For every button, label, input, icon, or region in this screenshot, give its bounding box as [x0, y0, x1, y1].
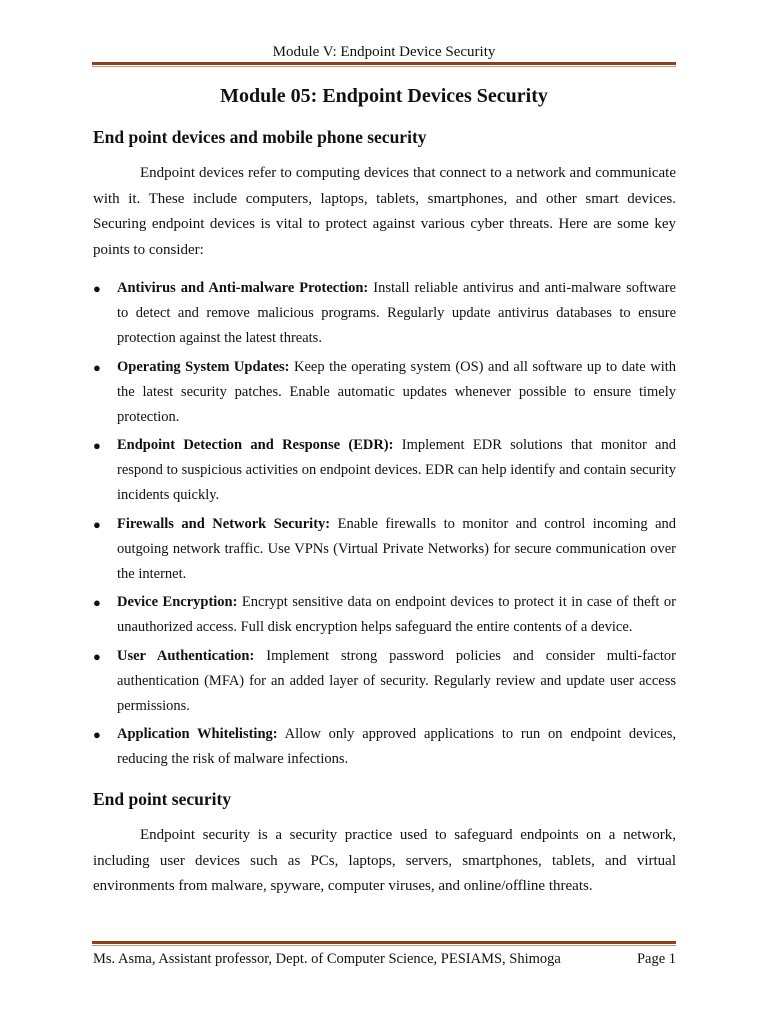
list-item: ● Device Encryption: Encrypt sensitive data on endpoint devices to protect it in case of theft or unauthorized access. Full disk encryption helps safeguard the entire contents of a device.: [93, 590, 676, 640]
bullet-icon: ●: [93, 281, 101, 296]
bullet-icon: ●: [93, 516, 101, 532]
header-rule: [92, 62, 676, 67]
bullet-icon: ●: [93, 595, 101, 610]
list-item: ● Firewalls and Network Security: Enable firewalls to monitor and control incoming and outgoing network traffic. Use VPNs (Virtual Private Networks) for secure communication over the internet.: [93, 512, 676, 587]
key-points-list: [93, 276, 676, 776]
section-heading-endpoint-security: End point security: [93, 789, 232, 809]
bullet-icon: ●: [93, 727, 101, 742]
list-item: ● Application Whitelisting: Allow only approved applications to run on endpoint devices, reducing the risk of malware infections.: [93, 722, 676, 772]
running-header: Module V: Endpoint Device Security: [272, 44, 496, 60]
section-heading-devices: End point devices and mobile phone security: [93, 127, 427, 147]
document-title: Module 05: Endpoint Devices Security: [220, 85, 548, 107]
list-item: ● Operating System Updates: Keep the operating system (OS) and all software up to date with the latest security patches. Enable automatic updates whenever possible to ensure timely protection.: [93, 355, 676, 430]
footer-author: Ms. Asma, Assistant professor, Dept. of Computer Science, PESIAMS, Shimoga: [93, 951, 561, 967]
section-intro-endpoint-security: Endpoint security is a security practice used to safeguard endpoints on a network, including user devices such as PCs, laptops, servers, smartphones, tablets, and virtual environments from malware, spyware, computer viruses, and online/offline threats.: [93, 827, 676, 894]
section-intro-devices: Endpoint devices refer to computing devices that connect to a network and communicate with it. These include computers, laptops, tablets, smartphones, and other smart devices. Securing endpoint devices is vital to protect against various cyber threats. Here are some key points to consider:: [93, 165, 676, 258]
list-item: ● Endpoint Detection and Response (EDR): Implement EDR solutions that monitor and respond to suspicious activities on endpoint devices. EDR can help identify and contain security incidents quickly.: [93, 433, 676, 508]
list-item: ● Antivirus and Anti-malware Protection: Install reliable antivirus and anti-malware software to detect and remove malicious programs. Regularly update antivirus databases to ensure protection against the latest threats.: [93, 276, 676, 351]
bullet-icon: ●: [93, 359, 101, 375]
bullet-icon: ●: [93, 648, 101, 664]
footer-rule: [92, 941, 676, 946]
list-item: ● User Authentication: Implement strong password policies and consider multi-factor authentication (MFA) for an added layer of security. Regularly review and update user access permissions.: [93, 644, 676, 719]
bullet-icon: ●: [93, 438, 101, 453]
page-number: Page 1: [636, 951, 676, 967]
